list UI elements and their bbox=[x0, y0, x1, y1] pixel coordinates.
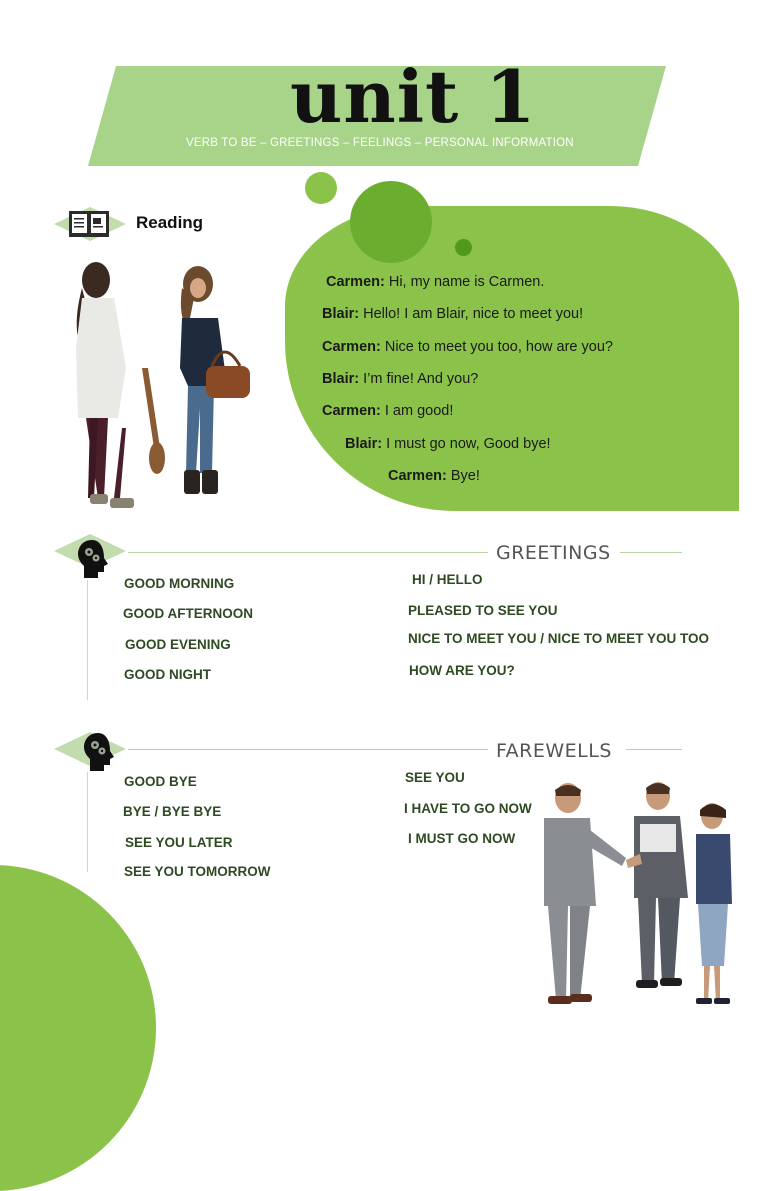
dialogue-line: Carmen: Nice to meet you too, how are you? bbox=[322, 339, 613, 355]
greeting-item: HI / HELLO bbox=[412, 572, 483, 587]
greeting-item: GOOD NIGHT bbox=[124, 667, 211, 682]
head-gears-icon bbox=[82, 731, 118, 773]
unit-title: unit 1 bbox=[290, 54, 537, 139]
dialogue-line: Carmen: Hi, my name is Carmen. bbox=[326, 274, 545, 290]
farewell-item: GOOD BYE bbox=[124, 774, 197, 789]
dialogue-line: Carmen: Bye! bbox=[388, 468, 480, 484]
section-divider bbox=[128, 749, 488, 750]
farewell-item: BYE / BYE BYE bbox=[123, 804, 222, 819]
decor-dot bbox=[305, 172, 337, 204]
greeting-item: GOOD EVENING bbox=[125, 637, 231, 652]
greeting-item: GOOD AFTERNOON bbox=[123, 606, 253, 621]
farewell-item: SEE YOU TOMORROW bbox=[124, 864, 271, 879]
greeting-item: GOOD MORNING bbox=[124, 576, 235, 591]
section-divider bbox=[620, 552, 682, 553]
section-divider bbox=[128, 552, 488, 553]
dialogue-bubble bbox=[285, 206, 739, 511]
dialogue-line: Blair: Hello! I am Blair, nice to meet you! bbox=[322, 306, 584, 322]
head-gears-icon bbox=[76, 538, 112, 580]
dialogue-line: Carmen: I am good! bbox=[322, 403, 454, 419]
section-vertical-line bbox=[87, 772, 88, 872]
business-handshake-illustration bbox=[530, 780, 740, 1016]
greetings-heading: GREETINGS bbox=[496, 542, 611, 564]
unit-subtitle: VERB TO BE – GREETINGS – FEELINGS – PERSONAL INFORMATION bbox=[186, 137, 574, 149]
dialogue-line: Blair: I’m fine! And you? bbox=[322, 371, 479, 387]
section-vertical-line bbox=[87, 580, 88, 700]
book-icon bbox=[68, 210, 110, 238]
farewell-item: I HAVE TO GO NOW bbox=[404, 801, 532, 816]
decor-dot bbox=[455, 239, 472, 256]
corner-decor-circle bbox=[0, 865, 156, 1191]
greeting-item: HOW ARE YOU? bbox=[409, 663, 515, 678]
decor-dot bbox=[350, 181, 432, 263]
farewell-item: I MUST GO NOW bbox=[408, 831, 516, 846]
two-women-illustration bbox=[64, 258, 260, 520]
farewell-item: SEE YOU LATER bbox=[125, 835, 233, 850]
farewells-heading: FAREWELLS bbox=[496, 740, 612, 762]
farewell-item: SEE YOU bbox=[405, 770, 465, 785]
reading-label: Reading bbox=[136, 213, 204, 232]
section-divider bbox=[626, 749, 682, 750]
greeting-item: PLEASED TO SEE YOU bbox=[408, 603, 558, 618]
greeting-item: NICE TO MEET YOU / NICE TO MEET YOU TOO bbox=[408, 631, 710, 646]
dialogue-line: Blair: I must go now, Good bye! bbox=[345, 436, 551, 452]
